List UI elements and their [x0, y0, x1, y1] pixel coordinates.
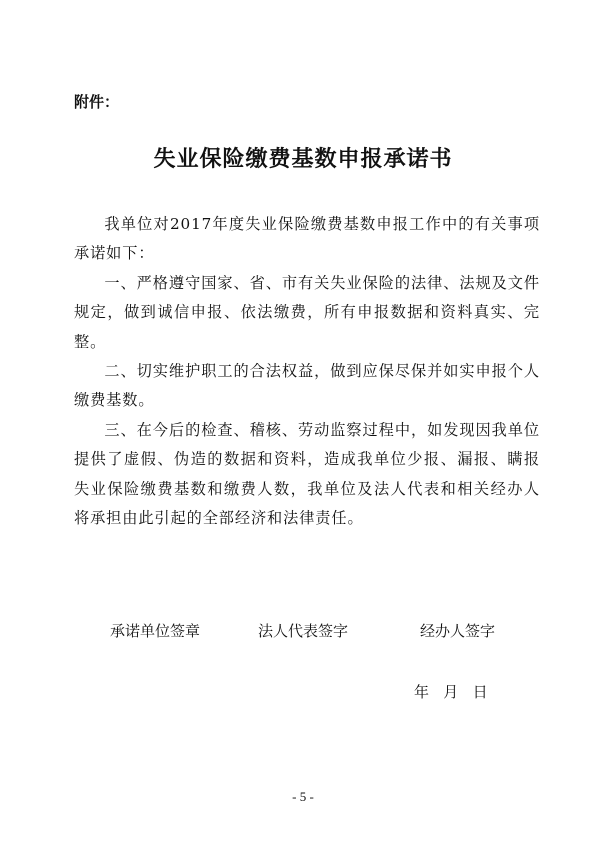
document-title: 失业保险缴费基数申报承诺书 — [153, 147, 453, 172]
paragraph-item-3: 三、在今后的检查、稽核、劳动监察过程中，如发现因我单位提供了虚假、伪造的数据和资料，造成我单位少报、漏报、瞒报失业保险缴费基数和缴费人数，我单位及法人代表和相关经办人将承担由此引起的全部经济和法律责任。 — [74, 420, 540, 528]
date-line: 年 月 日 — [414, 683, 488, 701]
page-number: - 5 - — [292, 789, 314, 804]
document-body — [74, 210, 540, 533]
signature-handler: 经办人签字 — [420, 622, 496, 640]
signature-unit-seal: 承诺单位签章 — [110, 622, 201, 640]
attachment-label: 附件： — [74, 93, 120, 111]
paragraph-intro: 我单位对2017年度失业保险缴费基数申报工作中的有关事项承诺如下： — [74, 215, 540, 263]
signature-legal-rep: 法人代表签字 — [258, 622, 349, 640]
paragraph-item-2: 二、切实维护职工的合法权益，做到应保尽保并如实申报个人缴费基数。 — [74, 362, 540, 410]
paragraph-item-1: 一、严格遵守国家、省、市有关失业保险的法律、法规及文件规定，做到诚信申报、依法缴费，所有申报数据和资料真实、完整。 — [74, 273, 540, 351]
